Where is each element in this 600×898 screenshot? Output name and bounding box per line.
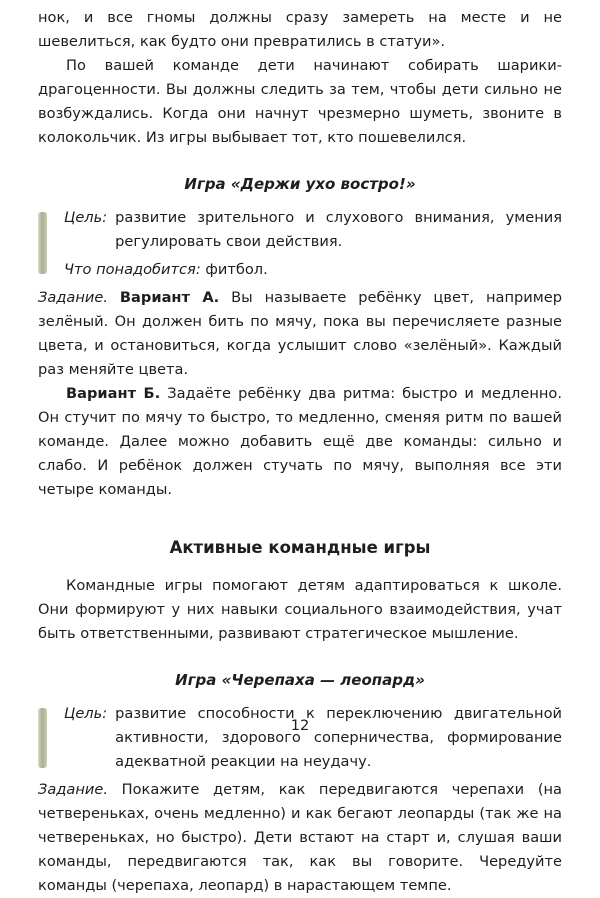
goal-label: Цель: bbox=[64, 705, 108, 722]
paragraph-continuation: нок, и все гномы должны сразу замереть на месте и не шевелиться, как будто они превратились в статуи». bbox=[38, 9, 562, 50]
game1-variant-a bbox=[38, 286, 562, 382]
game1-variant-b bbox=[38, 382, 562, 502]
game1-title: Игра «Держи ухо востро!» bbox=[184, 175, 416, 193]
game2-goal-block bbox=[38, 702, 562, 774]
game2-goal-row bbox=[64, 702, 562, 774]
task-label: Задание. bbox=[38, 289, 108, 306]
variant-a-label: Вариант А. bbox=[119, 289, 220, 306]
task-label: Задание. bbox=[38, 781, 108, 798]
game1-need-row bbox=[64, 258, 562, 282]
goal-label: Цель: bbox=[64, 209, 108, 226]
goal-text: развитие способности к переключению двигательной активности, здорового соперничества, формирование адекватной реакции на неудачу. bbox=[115, 705, 562, 770]
page-number: 12 bbox=[290, 717, 310, 734]
page-content bbox=[38, 6, 562, 898]
section-title: Активные командные игры bbox=[169, 538, 431, 557]
game2-title: Игра «Черепаха — леопард» bbox=[175, 671, 425, 689]
variant-a-text: Вы называете ребёнку цвет, например зелёный. Он должен бить по мячу, пока вы перечисляете разные цвета, и остановиться, когда услышит слово «зелёный». Каждый раз меняйте цвета. bbox=[38, 289, 563, 378]
section-intro: Командные игры помогают детям адаптироваться к школе. Они формируют у них навыки социального взаимодействия, учат быть ответственными, развивают стратегическое мышление. bbox=[38, 577, 562, 642]
goal-text: развитие зрительного и слухового внимания, умения регулировать свои действия. bbox=[115, 209, 562, 250]
game1-goal-block bbox=[38, 206, 562, 282]
game1-goal-row bbox=[64, 206, 562, 254]
game2-task bbox=[38, 778, 562, 898]
task-text: Покажите детям, как передвигаются черепахи (на четвереньках, очень медленно) и как бегают леопарды (так же на четвереньках, но быстро). Дети встают на старт и, слушая ваши команды, передвигаются так, как вы говорите. Чередуйте команды (черепаха, леопард) в нарастающем темпе. bbox=[38, 781, 562, 894]
need-text: фитбол. bbox=[205, 261, 268, 278]
need-label: Что понадобится: bbox=[64, 261, 201, 278]
goal-marker-bar bbox=[38, 212, 47, 274]
variant-b-label: Вариант Б. bbox=[66, 385, 161, 402]
variant-b-text: Задаёте ребёнку два ритма: быстро и медленно. Он стучит по мячу то быстро, то медленно, сменяя ритм по вашей команде. Далее можно добавить ещё две команды: сильно и слабо. И ребёнок должен стучать по мячу, выполняя все эти четыре команды. bbox=[38, 385, 562, 498]
paragraph-instructions: По вашей команде дети начинают собирать шарики-драгоценности. Вы должны следить за тем, чтобы дети сильно не возбуждались. Когда они начнут чрезмерно шуметь, звоните в колокольчик. Из игры выбывает тот, кто пошевелился. bbox=[38, 57, 562, 146]
